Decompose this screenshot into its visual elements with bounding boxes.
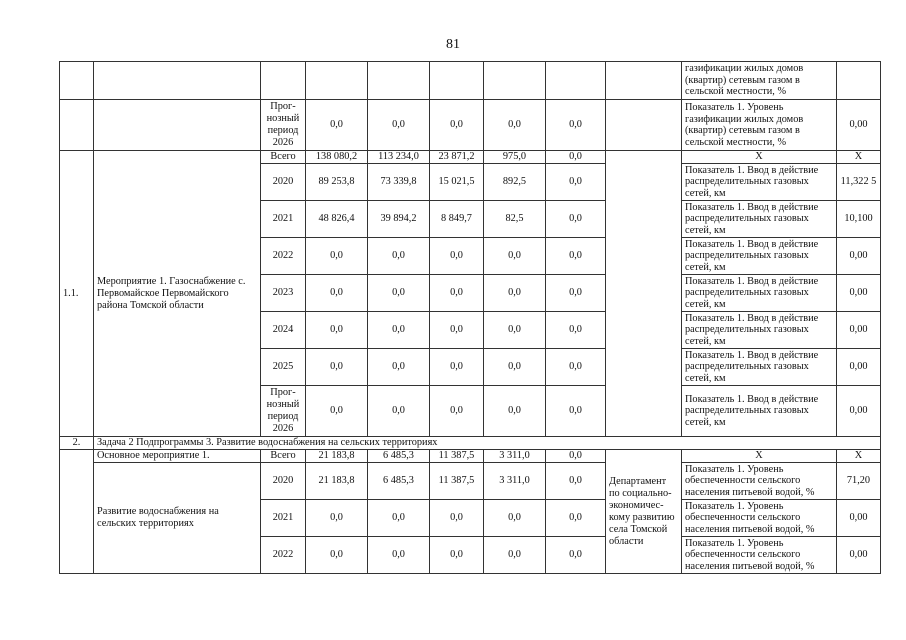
value-cell: 0,0 [306, 386, 368, 437]
target-cell: 0,00 [837, 537, 881, 574]
value-cell: 0,0 [368, 349, 430, 386]
value-cell: 113 234,0 [368, 151, 430, 164]
executor-cell [606, 62, 682, 100]
value-cell: 0,0 [484, 238, 546, 275]
year-cell: 2021 [261, 500, 306, 537]
value-cell: 0,0 [484, 386, 546, 437]
year-cell: 2022 [261, 238, 306, 275]
target-cell: 0,00 [837, 349, 881, 386]
value-cell: 21 183,8 [306, 450, 368, 463]
executor-cell: Департамент по социально-экономичес-кому развитию села Томской области [606, 450, 682, 574]
value-cell: 0,0 [368, 386, 430, 437]
indicator-cell: Показатель 1. Уровень газификации жилых домов (квартир) сетевым газом в сельской местности, % [682, 100, 837, 151]
value-cell: 0,0 [484, 500, 546, 537]
num-cell [60, 62, 94, 100]
indicator-cell: Показатель 1. Ввод в действие распределительных газовых сетей, км [682, 275, 837, 312]
year-cell: 2024 [261, 312, 306, 349]
table-cell [546, 62, 606, 100]
value-cell: 39 894,2 [368, 201, 430, 238]
num-cell: 1.1. [60, 151, 94, 437]
table-row [60, 100, 881, 151]
value-cell: 0,0 [306, 238, 368, 275]
section-header-row [60, 437, 881, 450]
value-cell: 6 485,3 [368, 463, 430, 500]
value-cell: 0,0 [368, 238, 430, 275]
year-cell: 2020 [261, 164, 306, 201]
table-row [60, 463, 881, 500]
table-row [60, 450, 881, 463]
indicator-cell: газификации жилых домов (квартир) сетевым газом в сельской местности, % [682, 62, 837, 100]
value-cell: 15 021,5 [430, 164, 484, 201]
value-cell: 0,0 [430, 100, 484, 151]
indicator-cell: Х [682, 450, 837, 463]
page-number: 81 [446, 37, 460, 52]
indicator-cell: Показатель 1. Ввод в действие распределительных газовых сетей, км [682, 349, 837, 386]
executor-cell [606, 100, 682, 151]
value-cell: 0,0 [430, 500, 484, 537]
table-cell [430, 62, 484, 100]
value-cell: 23 871,2 [430, 151, 484, 164]
num-cell [60, 100, 94, 151]
value-cell: 0,0 [430, 386, 484, 437]
executor-cell [606, 151, 682, 437]
value-cell: 975,0 [484, 151, 546, 164]
value-cell: 0,0 [484, 100, 546, 151]
value-cell: 0,0 [484, 312, 546, 349]
indicator-cell: Показатель 1. Ввод в действие распределительных газовых сетей, км [682, 312, 837, 349]
year-cell: 2023 [261, 275, 306, 312]
indicator-cell: Показатель 1. Уровень обеспеченности сельского населения питьевой водой, % [682, 500, 837, 537]
event-title: Мероприятие 1. Газоснабжение с. Первомайское Первомайского района Томской области [94, 151, 261, 437]
name-cell [94, 62, 261, 100]
value-cell: 3 311,0 [484, 463, 546, 500]
value-cell: 0,0 [484, 349, 546, 386]
target-cell: 71,20 [837, 463, 881, 500]
value-cell: 0,0 [546, 450, 606, 463]
value-cell: 0,0 [430, 349, 484, 386]
value-cell: 0,0 [368, 537, 430, 574]
target-cell: Х [837, 450, 881, 463]
year-cell [261, 62, 306, 100]
value-cell: 892,5 [484, 164, 546, 201]
indicator-cell: Показатель 1. Уровень обеспеченности сельского населения питьевой водой, % [682, 537, 837, 574]
target-cell: 10,100 [837, 201, 881, 238]
table-body [60, 62, 881, 574]
value-cell: 0,0 [484, 537, 546, 574]
value-cell: 11 387,5 [430, 463, 484, 500]
target-cell [837, 62, 881, 100]
value-cell: 8 849,7 [430, 201, 484, 238]
value-cell: 0,0 [546, 238, 606, 275]
value-cell: 89 253,8 [306, 164, 368, 201]
year-cell: Прог-нозный период 2026 [261, 100, 306, 151]
event-title: Развитие водоснабжения на сельских территориях [94, 463, 261, 574]
value-cell: 0,0 [430, 537, 484, 574]
indicator-cell: Показатель 1. Ввод в действие распределительных газовых сетей, км [682, 386, 837, 437]
table-cell [368, 62, 430, 100]
value-cell: 6 485,3 [368, 450, 430, 463]
value-cell: 0,0 [306, 275, 368, 312]
value-cell: 0,0 [306, 312, 368, 349]
value-cell: 82,5 [484, 201, 546, 238]
value-cell: 0,0 [546, 100, 606, 151]
name-cell [94, 100, 261, 151]
value-cell: 0,0 [546, 463, 606, 500]
value-cell: 0,0 [306, 100, 368, 151]
task-title: Задача 2 Подпрограммы 3. Развитие водоснабжения на сельских территориях [94, 437, 881, 450]
value-cell: 0,0 [368, 500, 430, 537]
target-cell: 0,00 [837, 100, 881, 151]
year-cell: Всего [261, 151, 306, 164]
value-cell: 48 826,4 [306, 201, 368, 238]
target-cell: 0,00 [837, 275, 881, 312]
indicator-cell: Х [682, 151, 837, 164]
value-cell: 0,0 [306, 349, 368, 386]
year-cell: 2020 [261, 463, 306, 500]
value-cell: 0,0 [546, 164, 606, 201]
value-cell: 0,0 [430, 238, 484, 275]
num-cell: 2. [60, 437, 94, 450]
target-cell: Х [837, 151, 881, 164]
indicator-cell: Показатель 1. Ввод в действие распределительных газовых сетей, км [682, 238, 837, 275]
event-title: Основное мероприятие 1. [94, 450, 261, 463]
table-cell [484, 62, 546, 100]
value-cell: 0,0 [546, 275, 606, 312]
table-cell [306, 62, 368, 100]
year-cell: Прог-нозный период 2026 [261, 386, 306, 437]
year-cell: 2022 [261, 537, 306, 574]
value-cell: 0,0 [546, 312, 606, 349]
value-cell: 0,0 [546, 500, 606, 537]
value-cell: 0,0 [368, 312, 430, 349]
value-cell: 3 311,0 [484, 450, 546, 463]
indicator-cell: Показатель 1. Уровень обеспеченности сельского населения питьевой водой, % [682, 463, 837, 500]
value-cell: 0,0 [430, 312, 484, 349]
value-cell: 0,0 [306, 537, 368, 574]
value-cell: 0,0 [546, 151, 606, 164]
value-cell: 73 339,8 [368, 164, 430, 201]
year-cell: 2025 [261, 349, 306, 386]
num-cell [60, 450, 94, 574]
value-cell: 0,0 [546, 201, 606, 238]
value-cell: 0,0 [484, 275, 546, 312]
value-cell: 0,0 [368, 275, 430, 312]
year-cell: Всего [261, 450, 306, 463]
target-cell: 0,00 [837, 312, 881, 349]
indicator-cell: Показатель 1. Ввод в действие распределительных газовых сетей, км [682, 201, 837, 238]
value-cell: 0,0 [546, 349, 606, 386]
value-cell: 0,0 [546, 537, 606, 574]
value-cell: 0,0 [306, 500, 368, 537]
table-row [60, 151, 881, 164]
value-cell: 0,0 [546, 386, 606, 437]
value-cell: 138 080,2 [306, 151, 368, 164]
program-table [59, 61, 881, 574]
year-cell: 2021 [261, 201, 306, 238]
value-cell: 0,0 [430, 275, 484, 312]
value-cell: 0,0 [368, 100, 430, 151]
value-cell: 21 183,8 [306, 463, 368, 500]
target-cell: 0,00 [837, 238, 881, 275]
indicator-cell: Показатель 1. Ввод в действие распределительных газовых сетей, км [682, 164, 837, 201]
value-cell: 11 387,5 [430, 450, 484, 463]
table-row [60, 62, 881, 100]
target-cell: 0,00 [837, 500, 881, 537]
target-cell: 0,00 [837, 386, 881, 437]
target-cell: 11,322 5 [837, 164, 881, 201]
